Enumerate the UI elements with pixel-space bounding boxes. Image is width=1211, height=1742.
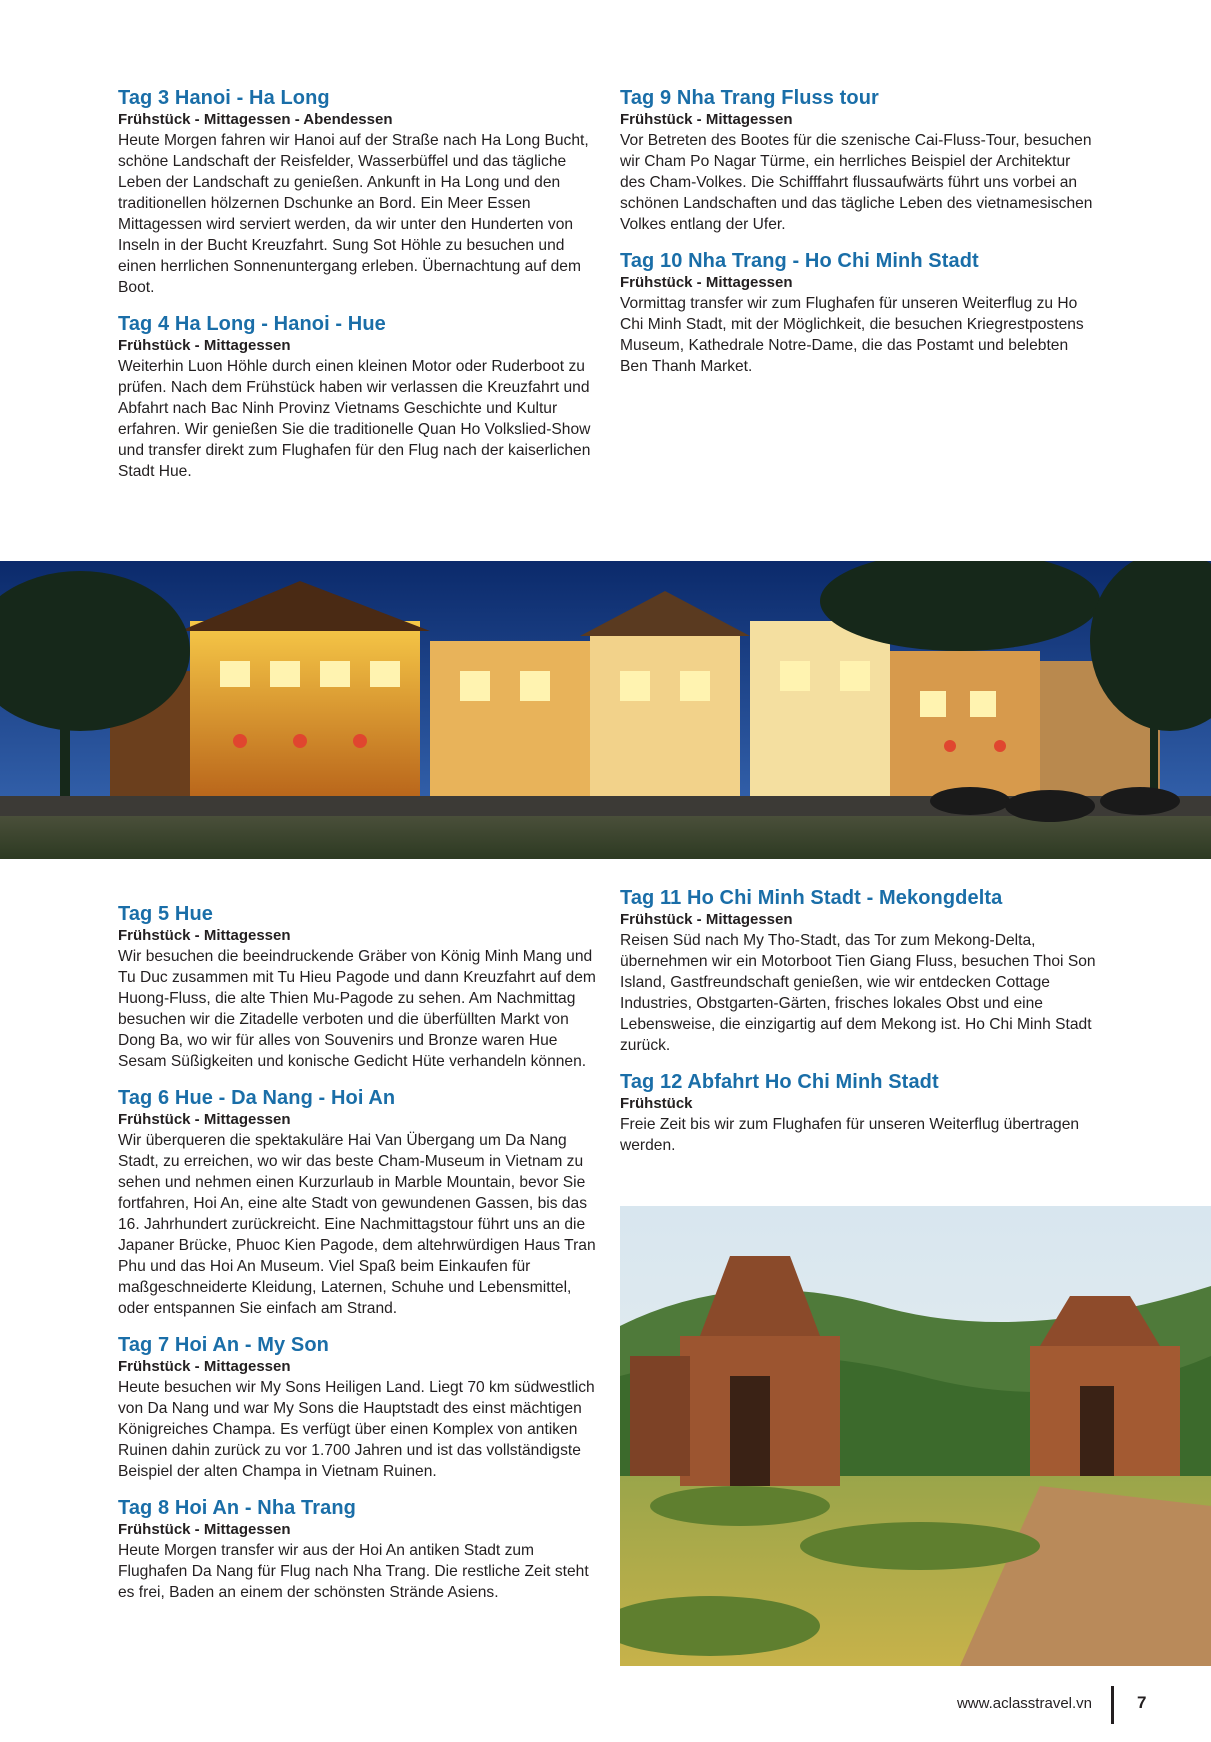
day-meals: Frühstück - Mittagessen <box>620 111 793 128</box>
column-top-right <box>620 86 1098 391</box>
day-meals: Frühstück - Mittagessen <box>118 1521 291 1538</box>
day-meals: Frühstück - Mittagessen - Abendessen <box>118 111 393 128</box>
day-text: Heute besuchen wir My Sons Heiligen Land. Liegt 70 km südwestlich von Da Nang und war My Sons die Hauptstadt des einst mächtigen Königreiches Champa. Es verfügt über einen Komplex von antiken Ruinen dahin zurück zu vor 1.700 Jahren und ist das vollständigste Beispiel der alten Champa in Vietnam Ruinen. <box>118 1379 595 1480</box>
day-meals: Frühstück - Mittagessen <box>118 1358 291 1375</box>
day-meals: Frühstück - Mittagessen <box>620 274 793 291</box>
day-title: Tag 6 Hue - Da Nang - Hoi An <box>118 1087 396 1109</box>
day-title: Tag 8 Hoi An - Nha Trang <box>118 1497 356 1519</box>
day-text: Heute Morgen fahren wir Hanoi auf der Straße nach Ha Long Bucht, schöne Landschaft der Reisfelder, Wasserbüffel und das tägliche Leben der Landschaft zu genießen. Ankunft in Ha Long und den traditionellen hölzernen Dschunke an Bord. Ein Meer Essen Mittagessen wird serviert werden, da wir unter den Hunderten von Inseln in der Bucht Kreuzfahrt. Sung Sot Höhle zu besuchen und einen herrlichen Sonnenuntergang erleben. Übernachtung auf dem Boot. <box>118 132 589 296</box>
day-text: Wir besuchen die beeindruckende Gräber von König Minh Mang und Tu Duc zusammen mit Tu Hieu Pagode und dann Kreuzfahrt auf dem Huong-Fluss, die alte Thien Mu-Pagode zu sehen. Am Nachmittag besuchen wir die Zitadelle verboten und die überfüllten Markt von Dong Ba, wo wir für alles von Souvenirs und Bronze waren Hue Sesam Süßigkeiten und konische Gedicht Hüte verhandeln können. <box>118 948 596 1070</box>
day-title: Tag 12 Abfahrt Ho Chi Minh Stadt <box>620 1071 939 1093</box>
day-section <box>118 1086 596 1319</box>
day-meals: Frühstück - Mittagessen <box>118 927 291 944</box>
day-text: Weiterhin Luon Höhle durch einen kleinen Motor oder Ruderboot zu prüfen. Nach dem Frühstück haben wir verlassen die Kreuzfahrt und Abfahrt nach Bac Ninh Provinz Vietnams Geschichte und Kultur erfahren. Wir genießen Sie die traditionelle Quan Ho Volkslied-Show und transfer direkt zum Flughafen für den Flug nach der kaiserlichen Stadt Hue. <box>118 358 591 480</box>
day-section <box>620 1070 1098 1156</box>
day-text: Vormittag transfer wir zum Flughafen für unseren Weiterflug zu Ho Chi Minh Stadt, mit der Möglichkeit, die besuchen Kriegrestpostens Museum, Kathedrale Notre-Dame, die das Postamt und belebten Ben Thanh Market. <box>620 295 1084 375</box>
day-title: Tag 11 Ho Chi Minh Stadt - Mekongdelta <box>620 887 1003 909</box>
day-title: Tag 4 Ha Long - Hanoi - Hue <box>118 313 386 335</box>
day-section <box>118 312 596 482</box>
day-title: Tag 5 Hue <box>118 903 213 925</box>
day-section <box>620 249 1098 377</box>
day-section <box>118 86 596 298</box>
day-text: Vor Betreten des Bootes für die szenische Cai-Fluss-Tour, besuchen wir Cham Po Nagar Türme, ein herrliches Beispiel der Architektur des Cham-Volkes. Die Schifffahrt flussaufwärts führt uns vorbei an schönen Landschaften und das tägliche Leben des vietnamesischen Volkes entlang der Ufer. <box>620 132 1093 233</box>
day-text: Freie Zeit bis wir zum Flughafen für unseren Weiterflug übertragen werden. <box>620 1116 1080 1154</box>
day-section <box>118 1496 596 1603</box>
footer-divider <box>1111 1686 1114 1724</box>
day-section <box>620 86 1098 235</box>
my-son-ruins-photo <box>620 1206 1211 1666</box>
day-meals: Frühstück - Mittagessen <box>620 911 793 928</box>
day-text: Heute Morgen transfer wir aus der Hoi An antiken Stadt zum Flughafen Da Nang für Flug nach Nha Trang. Die restliche Zeit steht es frei, Baden an einem der schönsten Strände Asiens. <box>118 1542 589 1601</box>
day-text: Reisen Süd nach My Tho-Stadt, das Tor zum Mekong-Delta, übernehmen wir ein Motorboot Tien Giang Fluss, besuchen Thoi Son Island, Gastfreundschaft genießen, wie wir entdecken Cottage Industries, Obstgarten-Gärten, frisches lokales Obst und eine Lebensweise, die einzigartig auf dem Mekong ist. Ho Chi Minh Stadt zurück. <box>620 932 1096 1054</box>
day-section <box>118 902 596 1072</box>
day-meals: Frühstück <box>620 1095 693 1112</box>
day-title: Tag 9 Nha Trang Fluss tour <box>620 87 879 109</box>
day-title: Tag 10 Nha Trang - Ho Chi Minh Stadt <box>620 250 979 272</box>
day-meals: Frühstück - Mittagessen <box>118 337 291 354</box>
day-title: Tag 3 Hanoi - Ha Long <box>118 87 330 109</box>
day-meals: Frühstück - Mittagessen <box>118 1111 291 1128</box>
footer-url[interactable]: www.aclasstravel.vn <box>956 1695 1092 1712</box>
day-section <box>620 886 1098 1056</box>
page-number: 7 <box>1137 1693 1147 1712</box>
column-bottom-right <box>620 886 1098 1170</box>
hoi-an-night-photo <box>0 561 1211 859</box>
column-top-left <box>118 86 596 496</box>
day-title: Tag 7 Hoi An - My Son <box>118 1334 329 1356</box>
day-section <box>118 1333 596 1482</box>
day-text: Wir überqueren die spektakuläre Hai Van Übergang um Da Nang Stadt, zu erreichen, wo wir das beste Cham-Museum in Vietnam zu sehen und nehmen einen Kurzurlaub in Marble Mountain, bevor Sie fortfahren, Hoi An, eine alte Stadt von gewundenen Gassen, bis das 16. Jahrhundert zurückreicht. Eine Nachmittagstour führt uns an die Japaner Brücke, Phuoc Kien Pagode, dem altehrwürdigen Haus Tran Phu und das Hoi An Museum. Viel Spaß beim Einkaufen für maßgeschneiderte Kleidung, Laternen, Schuhe und Lebensmittel, oder entspannen Sie einfach am Strand. <box>118 1132 596 1317</box>
column-bottom-left <box>118 902 596 1617</box>
